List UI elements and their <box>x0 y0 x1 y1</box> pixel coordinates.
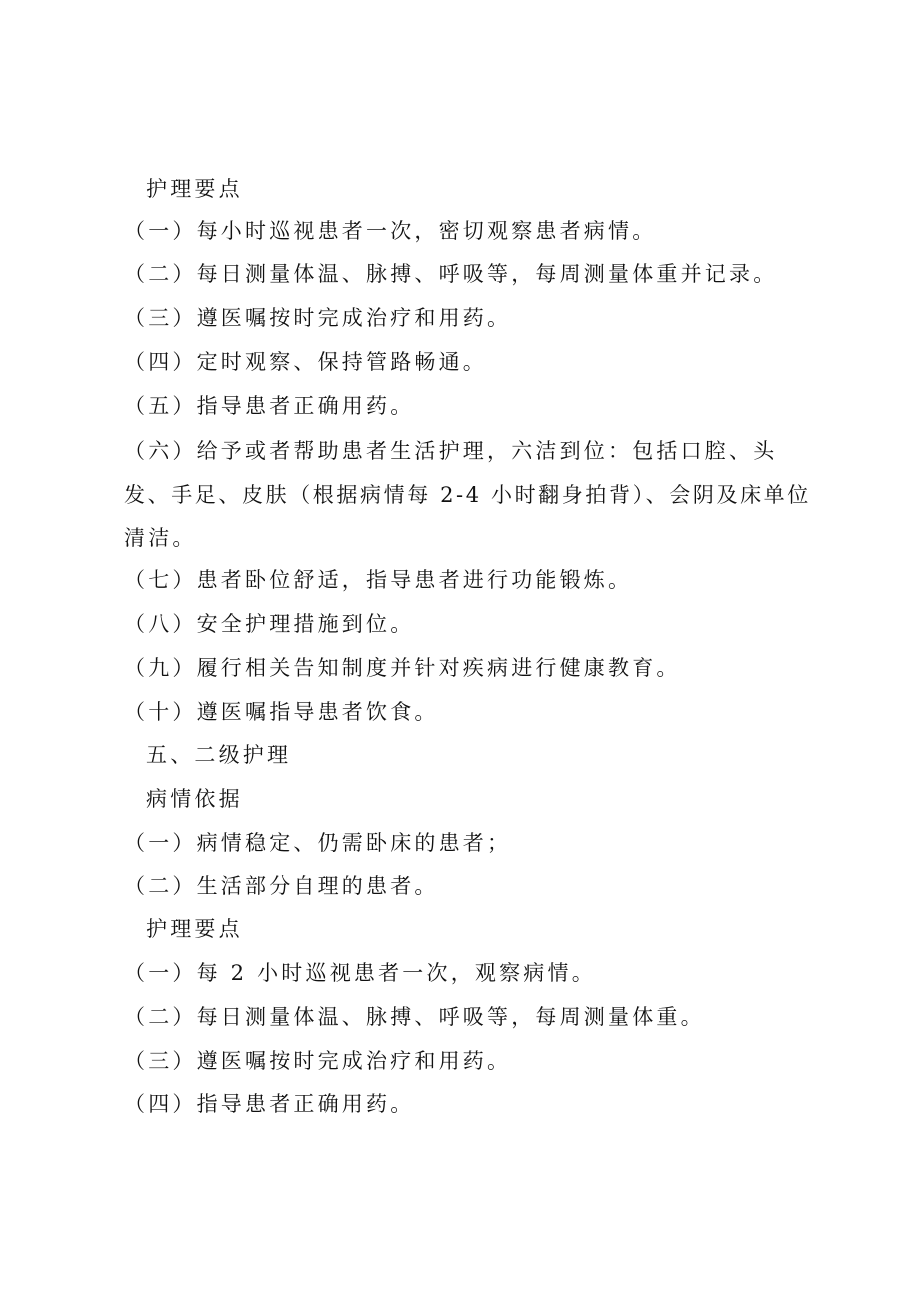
list-item: （四）指导患者正确用药。 <box>124 1092 415 1116</box>
list-item-multiline-line1: （六）给予或者帮助患者生活护理，六洁到位：包括口腔、头 <box>124 439 778 463</box>
list-item: （三）遵医嘱按时完成治疗和用药。 <box>124 306 512 330</box>
section-heading-care-points: 护理要点 <box>146 177 243 201</box>
section-heading-condition-basis: 病情依据 <box>146 787 243 811</box>
list-item: （二）每日测量体温、脉搏、呼吸等，每周测量体重。 <box>124 1005 705 1029</box>
list-item: （八）安全护理措施到位。 <box>124 612 415 636</box>
list-item: （七）患者卧位舒适，指导患者进行功能锻炼。 <box>124 568 633 592</box>
list-item: （四）定时观察、保持管路畅通。 <box>124 350 487 374</box>
list-item: （五）指导患者正确用药。 <box>124 394 415 418</box>
section-title-secondary-care: 五、二级护理 <box>146 743 292 767</box>
list-item-multiline-line3: 清洁。 <box>124 526 197 550</box>
list-item: （一）病情稳定、仍需卧床的患者； <box>124 831 512 855</box>
list-item: （十）遵医嘱指导患者饮食。 <box>124 700 439 724</box>
list-item: （一）每 2 小时巡视患者一次，观察病情。 <box>124 961 596 985</box>
list-item: （三）遵医嘱按时完成治疗和用药。 <box>124 1049 512 1073</box>
list-item: （九）履行相关告知制度并针对疾病进行健康教育。 <box>124 656 681 680</box>
list-item: （二）每日测量体温、脉搏、呼吸等，每周测量体重并记录。 <box>124 262 778 286</box>
list-item: （二）生活部分自理的患者。 <box>124 874 439 898</box>
section-heading-care-points-2: 护理要点 <box>146 917 243 941</box>
list-item: （一）每小时巡视患者一次，密切观察患者病情。 <box>124 219 657 243</box>
list-item-multiline-line2: 发、手足、皮肤（根据病情每 2-4 小时翻身拍背）、会阴及床单位 <box>124 483 811 507</box>
